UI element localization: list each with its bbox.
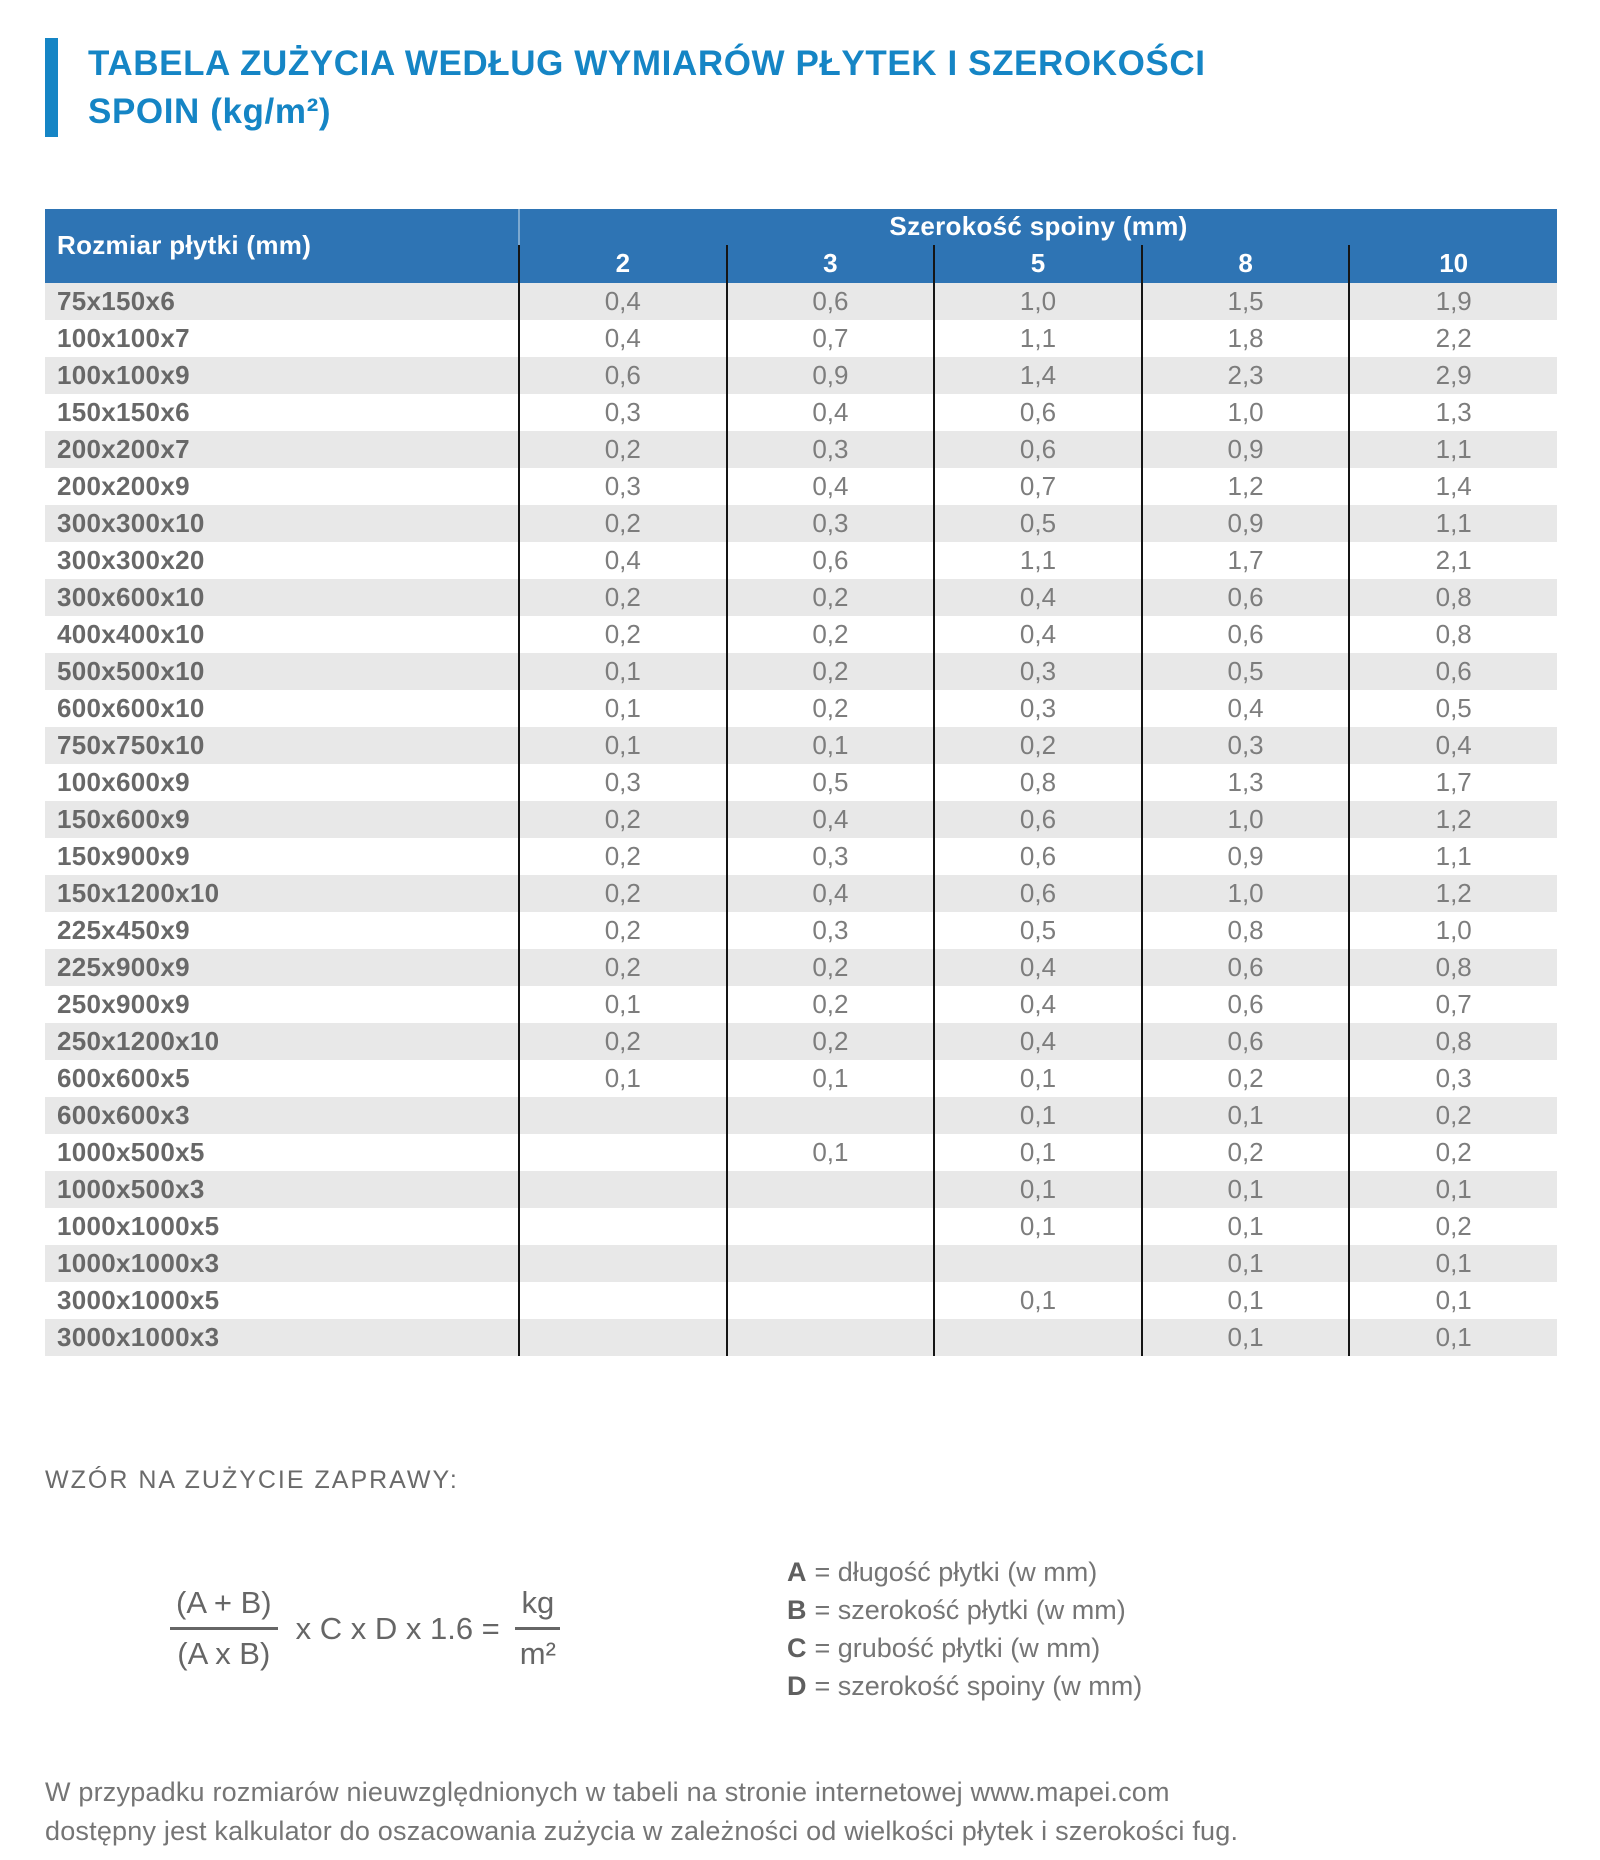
consumption-value-cell: 0,3 xyxy=(519,468,727,505)
table-row xyxy=(45,320,1557,357)
consumption-value-cell xyxy=(519,1245,727,1282)
consumption-value-cell: 0,4 xyxy=(1142,690,1350,727)
consumption-value-cell: 0,2 xyxy=(519,838,727,875)
consumption-value-cell: 0,2 xyxy=(727,579,935,616)
consumption-value-cell: 0,6 xyxy=(1349,653,1557,690)
consumption-value-cell: 0,6 xyxy=(934,431,1142,468)
consumption-value-cell: 1,1 xyxy=(934,320,1142,357)
consumption-value-cell: 0,2 xyxy=(519,912,727,949)
footer-note-line-2: dostępny jest kalkulator do oszacowania zużycia w zależności od wielkości płytek i szerokości fug. xyxy=(45,1815,1239,1846)
formula-numerator: (A + B) xyxy=(170,1585,278,1630)
consumption-value-cell: 0,5 xyxy=(934,912,1142,949)
consumption-value-cell: 0,4 xyxy=(1349,727,1557,764)
consumption-value-cell: 0,6 xyxy=(934,394,1142,431)
consumption-value-cell: 0,7 xyxy=(727,320,935,357)
consumption-value-cell: 1,3 xyxy=(1349,394,1557,431)
consumption-value-cell: 0,1 xyxy=(934,1282,1142,1319)
consumption-value-cell: 0,6 xyxy=(519,357,727,394)
consumption-value-cell: 0,9 xyxy=(1142,431,1350,468)
tile-size-cell: 300x300x10 xyxy=(57,507,205,538)
page-title xyxy=(88,38,1206,137)
consumption-value-cell: 0,4 xyxy=(934,986,1142,1023)
consumption-value-cell: 0,1 xyxy=(1142,1171,1350,1208)
column-header-width-8: 8 xyxy=(1142,245,1350,283)
consumption-value-cell: 0,1 xyxy=(1349,1319,1557,1356)
table-row xyxy=(45,431,1557,468)
consumption-value-cell: 0,1 xyxy=(519,690,727,727)
consumption-value-cell: 0,8 xyxy=(1142,912,1350,949)
formula-heading: WZÓR NA ZUŻYCIE ZAPRAWY: xyxy=(45,1465,459,1494)
consumption-value-cell: 0,6 xyxy=(934,801,1142,838)
consumption-value-cell: 0,6 xyxy=(934,838,1142,875)
formula-legend xyxy=(787,1553,1142,1705)
table-row xyxy=(45,875,1557,912)
consumption-value-cell: 0,8 xyxy=(1349,1023,1557,1060)
tile-size-cell: 3000x1000x5 xyxy=(57,1284,220,1315)
consumption-value-cell: 1,0 xyxy=(1142,875,1350,912)
column-header-width-5: 5 xyxy=(934,245,1142,283)
consumption-value-cell: 2,2 xyxy=(1349,320,1557,357)
consumption-value-cell: 0,8 xyxy=(1349,579,1557,616)
tile-size-cell: 600x600x10 xyxy=(57,692,205,723)
table-row xyxy=(45,1282,1557,1319)
tile-size-cell: 200x200x7 xyxy=(57,433,190,464)
tile-size-cell: 250x1200x10 xyxy=(57,1025,220,1056)
formula-section xyxy=(0,1553,1600,1705)
tile-size-cell: 400x400x10 xyxy=(57,618,205,649)
consumption-value-cell: 0,1 xyxy=(519,986,727,1023)
consumption-value-cell: 0,6 xyxy=(727,542,935,579)
title-accent-bar xyxy=(45,38,58,137)
consumption-value-cell: 0,9 xyxy=(1142,838,1350,875)
consumption-value-cell: 0,3 xyxy=(727,912,935,949)
consumption-value-cell: 0,5 xyxy=(934,505,1142,542)
consumption-value-cell: 0,5 xyxy=(1349,690,1557,727)
column-header-width-3: 3 xyxy=(727,245,935,283)
consumption-value-cell: 0,6 xyxy=(1142,1023,1350,1060)
consumption-value-cell: 0,6 xyxy=(1142,579,1350,616)
consumption-value-cell: 0,7 xyxy=(934,468,1142,505)
consumption-value-cell: 0,3 xyxy=(934,653,1142,690)
consumption-value-cell: 0,1 xyxy=(727,1134,935,1171)
consumption-value-cell: 0,3 xyxy=(519,764,727,801)
table-row xyxy=(45,579,1557,616)
column-header-width-10: 10 xyxy=(1349,245,1557,283)
consumption-value-cell: 0,2 xyxy=(1142,1134,1350,1171)
legend-item-key: D xyxy=(786,1670,807,1701)
consumption-value-cell: 0,2 xyxy=(727,949,935,986)
consumption-value-cell: 0,8 xyxy=(1349,616,1557,653)
consumption-value-cell xyxy=(519,1208,727,1245)
consumption-value-cell: 0,6 xyxy=(727,283,935,320)
consumption-value-cell: 1,0 xyxy=(1142,394,1350,431)
tile-size-cell: 1000x1000x5 xyxy=(57,1210,220,1241)
consumption-value-cell: 0,2 xyxy=(727,986,935,1023)
consumption-value-cell: 2,9 xyxy=(1349,357,1557,394)
consumption-value-cell: 0,8 xyxy=(1349,949,1557,986)
consumption-value-cell xyxy=(519,1097,727,1134)
tile-size-cell: 225x450x9 xyxy=(57,914,190,945)
consumption-value-cell xyxy=(519,1319,727,1356)
tile-size-cell: 100x100x7 xyxy=(57,322,190,353)
page-title-line-2: SPOIN (kg/m²) xyxy=(88,92,332,132)
table-row xyxy=(45,357,1557,394)
footer-note-line-1: W przypadku rozmiarów nieuwzględnionych w tabeli na stronie internetowej www.mapei.com xyxy=(45,1776,1170,1807)
table-row xyxy=(45,1097,1557,1134)
table-row xyxy=(45,912,1557,949)
consumption-table-body xyxy=(45,283,1557,1356)
tile-size-cell: 600x600x5 xyxy=(57,1062,190,1093)
consumption-value-cell: 1,1 xyxy=(1349,431,1557,468)
consumption-value-cell: 1,4 xyxy=(1349,468,1557,505)
table-row xyxy=(45,690,1557,727)
consumption-value-cell: 0,2 xyxy=(519,1023,727,1060)
consumption-value-cell: 0,6 xyxy=(934,875,1142,912)
consumption-value-cell: 1,3 xyxy=(1142,764,1350,801)
consumption-value-cell: 0,1 xyxy=(519,727,727,764)
formula-denominator: (A x B) xyxy=(177,1636,271,1672)
consumption-table xyxy=(45,209,1557,1356)
table-row xyxy=(45,1023,1557,1060)
consumption-value-cell: 0,6 xyxy=(1142,949,1350,986)
footer-note xyxy=(45,1773,1555,1851)
consumption-value-cell: 2,3 xyxy=(1142,357,1350,394)
consumption-value-cell: 0,1 xyxy=(1142,1208,1350,1245)
consumption-value-cell: 0,1 xyxy=(727,727,935,764)
tile-size-cell: 150x150x6 xyxy=(57,396,190,427)
legend-item-text: = szerokość spoiny (w mm) xyxy=(814,1670,1143,1701)
consumption-value-cell xyxy=(519,1134,727,1171)
consumption-value-cell xyxy=(727,1319,935,1356)
table-row xyxy=(45,468,1557,505)
legend-item xyxy=(787,1553,1142,1591)
consumption-value-cell xyxy=(727,1208,935,1245)
consumption-value-cell: 1,1 xyxy=(934,542,1142,579)
tile-size-cell: 500x500x10 xyxy=(57,655,205,686)
consumption-value-cell: 0,1 xyxy=(727,1060,935,1097)
consumption-value-cell: 1,2 xyxy=(1142,468,1350,505)
consumption-value-cell: 0,2 xyxy=(519,949,727,986)
table-row xyxy=(45,1319,1557,1356)
consumption-value-cell: 1,8 xyxy=(1142,320,1350,357)
consumption-value-cell: 0,2 xyxy=(934,727,1142,764)
tile-size-cell: 150x600x9 xyxy=(57,803,190,834)
consumption-value-cell xyxy=(519,1282,727,1319)
page-title-line-1: TABELA ZUŻYCIA WEDŁUG WYMIARÓW PŁYTEK I SZEROKOŚCI xyxy=(88,44,1206,83)
consumption-value-cell: 0,2 xyxy=(727,690,935,727)
tile-size-cell: 750x750x10 xyxy=(57,729,205,760)
consumption-value-cell: 0,4 xyxy=(727,875,935,912)
consumption-value-cell: 0,2 xyxy=(519,505,727,542)
consumption-value-cell: 1,9 xyxy=(1349,283,1557,320)
table-header-row-span xyxy=(45,209,1557,245)
consumption-value-cell: 0,1 xyxy=(934,1097,1142,1134)
consumption-value-cell: 0,3 xyxy=(934,690,1142,727)
table-row xyxy=(45,1208,1557,1245)
tile-size-cell: 150x1200x10 xyxy=(57,877,220,908)
formula-result-numerator: kg xyxy=(515,1585,560,1630)
consumption-value-cell: 0,3 xyxy=(727,838,935,875)
consumption-value-cell: 0,4 xyxy=(934,949,1142,986)
consumption-value-cell: 0,7 xyxy=(1349,986,1557,1023)
table-row xyxy=(45,1060,1557,1097)
consumption-value-cell xyxy=(727,1245,935,1282)
consumption-value-cell: 1,0 xyxy=(1349,912,1557,949)
consumption-formula xyxy=(170,1585,562,1672)
column-header-joint-width-group: Szerokość spoiny (mm) xyxy=(519,209,1557,245)
tile-size-cell: 100x600x9 xyxy=(57,766,190,797)
consumption-value-cell: 0,3 xyxy=(727,505,935,542)
consumption-value-cell xyxy=(934,1245,1142,1282)
consumption-value-cell: 0,2 xyxy=(519,579,727,616)
consumption-table-head xyxy=(45,209,1557,283)
tile-size-cell: 3000x1000x3 xyxy=(57,1321,220,1352)
consumption-value-cell: 0,9 xyxy=(727,357,935,394)
legend-item xyxy=(787,1667,1142,1705)
table-row xyxy=(45,394,1557,431)
consumption-value-cell: 0,2 xyxy=(1349,1097,1557,1134)
table-row xyxy=(45,283,1557,320)
consumption-value-cell: 1,4 xyxy=(934,357,1142,394)
consumption-value-cell: 1,2 xyxy=(1349,801,1557,838)
consumption-value-cell xyxy=(727,1282,935,1319)
tile-size-cell: 1000x1000x3 xyxy=(57,1247,220,1278)
consumption-value-cell: 0,1 xyxy=(934,1060,1142,1097)
consumption-value-cell: 1,0 xyxy=(934,283,1142,320)
consumption-value-cell: 0,2 xyxy=(727,1023,935,1060)
table-row xyxy=(45,1245,1557,1282)
tile-size-cell: 300x600x10 xyxy=(57,581,205,612)
consumption-value-cell: 0,1 xyxy=(1142,1097,1350,1134)
consumption-value-cell: 0,2 xyxy=(727,653,935,690)
table-row xyxy=(45,986,1557,1023)
consumption-value-cell xyxy=(727,1171,935,1208)
consumption-value-cell: 0,5 xyxy=(727,764,935,801)
consumption-value-cell: 0,1 xyxy=(519,653,727,690)
table-row xyxy=(45,801,1557,838)
table-row xyxy=(45,1134,1557,1171)
tile-size-cell: 200x200x9 xyxy=(57,470,190,501)
table-row xyxy=(45,505,1557,542)
formula-result-fraction xyxy=(514,1585,562,1672)
legend-item-text: = szerokość płytki (w mm) xyxy=(814,1594,1126,1625)
consumption-value-cell: 1,1 xyxy=(1349,838,1557,875)
formula-result-denominator: m² xyxy=(519,1636,556,1672)
consumption-value-cell xyxy=(519,1171,727,1208)
consumption-value-cell: 0,2 xyxy=(1142,1060,1350,1097)
consumption-value-cell: 0,1 xyxy=(934,1171,1142,1208)
consumption-value-cell: 0,4 xyxy=(934,579,1142,616)
tile-size-cell: 100x100x9 xyxy=(57,359,190,390)
consumption-value-cell: 1,0 xyxy=(1142,801,1350,838)
legend-item-key: A xyxy=(786,1556,807,1587)
consumption-value-cell: 0,2 xyxy=(519,801,727,838)
consumption-value-cell: 0,1 xyxy=(1142,1319,1350,1356)
consumption-value-cell: 0,2 xyxy=(1349,1134,1557,1171)
consumption-value-cell: 0,5 xyxy=(1142,653,1350,690)
title-block xyxy=(45,38,1555,137)
legend-item-key: B xyxy=(786,1594,807,1625)
consumption-value-cell: 0,2 xyxy=(1349,1208,1557,1245)
legend-item xyxy=(787,1629,1142,1667)
consumption-value-cell: 0,1 xyxy=(934,1134,1142,1171)
consumption-value-cell: 0,2 xyxy=(519,875,727,912)
consumption-value-cell: 0,4 xyxy=(727,394,935,431)
consumption-value-cell: 0,6 xyxy=(1142,616,1350,653)
legend-item-key: C xyxy=(786,1632,807,1663)
table-row xyxy=(45,727,1557,764)
consumption-value-cell xyxy=(727,1097,935,1134)
consumption-value-cell: 0,1 xyxy=(934,1208,1142,1245)
consumption-value-cell: 0,3 xyxy=(1142,727,1350,764)
table-row xyxy=(45,616,1557,653)
consumption-value-cell: 0,2 xyxy=(519,616,727,653)
formula-fraction xyxy=(170,1585,278,1672)
consumption-value-cell: 0,4 xyxy=(934,1023,1142,1060)
consumption-value-cell: 0,1 xyxy=(1349,1282,1557,1319)
consumption-value-cell: 1,5 xyxy=(1142,283,1350,320)
consumption-value-cell: 0,4 xyxy=(727,468,935,505)
tile-size-cell: 75x150x6 xyxy=(57,285,176,316)
consumption-value-cell: 0,2 xyxy=(727,616,935,653)
consumption-value-cell xyxy=(934,1319,1142,1356)
tile-size-cell: 150x900x9 xyxy=(57,840,190,871)
consumption-value-cell: 2,1 xyxy=(1349,542,1557,579)
consumption-value-cell: 0,4 xyxy=(934,616,1142,653)
column-header-tile-size: Rozmiar płytki (mm) xyxy=(45,209,519,283)
consumption-value-cell: 0,2 xyxy=(519,431,727,468)
column-header-width-2: 2 xyxy=(519,245,727,283)
consumption-value-cell: 0,1 xyxy=(519,1060,727,1097)
legend-item-text: = długość płytki (w mm) xyxy=(814,1556,1098,1587)
consumption-value-cell: 0,3 xyxy=(727,431,935,468)
consumption-value-cell: 0,1 xyxy=(1142,1282,1350,1319)
tile-size-cell: 1000x500x3 xyxy=(57,1173,205,1204)
consumption-value-cell: 0,3 xyxy=(1349,1060,1557,1097)
consumption-value-cell: 0,6 xyxy=(1142,986,1350,1023)
consumption-value-cell: 1,2 xyxy=(1349,875,1557,912)
consumption-value-cell: 0,1 xyxy=(1349,1171,1557,1208)
consumption-value-cell: 0,3 xyxy=(519,394,727,431)
consumption-value-cell: 0,4 xyxy=(519,542,727,579)
tile-size-cell: 300x300x20 xyxy=(57,544,205,575)
legend-item xyxy=(787,1591,1142,1629)
consumption-value-cell: 1,7 xyxy=(1142,542,1350,579)
table-row xyxy=(45,542,1557,579)
tile-size-cell: 600x600x3 xyxy=(57,1099,190,1130)
table-row xyxy=(45,1171,1557,1208)
consumption-value-cell: 0,1 xyxy=(1349,1245,1557,1282)
consumption-value-cell: 1,1 xyxy=(1349,505,1557,542)
consumption-value-cell: 0,4 xyxy=(519,320,727,357)
consumption-value-cell: 0,1 xyxy=(1142,1245,1350,1282)
legend-item-text: = grubość płytki (w mm) xyxy=(814,1632,1101,1663)
consumption-value-cell: 1,7 xyxy=(1349,764,1557,801)
consumption-value-cell: 0,4 xyxy=(727,801,935,838)
formula-middle: x C x D x 1.6 = xyxy=(295,1610,500,1646)
tile-size-cell: 1000x500x5 xyxy=(57,1136,205,1167)
consumption-value-cell: 0,9 xyxy=(1142,505,1350,542)
tile-size-cell: 250x900x9 xyxy=(57,988,190,1019)
table-row xyxy=(45,949,1557,986)
table-row xyxy=(45,838,1557,875)
consumption-value-cell: 0,4 xyxy=(519,283,727,320)
consumption-value-cell: 0,8 xyxy=(934,764,1142,801)
tile-size-cell: 225x900x9 xyxy=(57,951,190,982)
table-row xyxy=(45,653,1557,690)
table-row xyxy=(45,764,1557,801)
